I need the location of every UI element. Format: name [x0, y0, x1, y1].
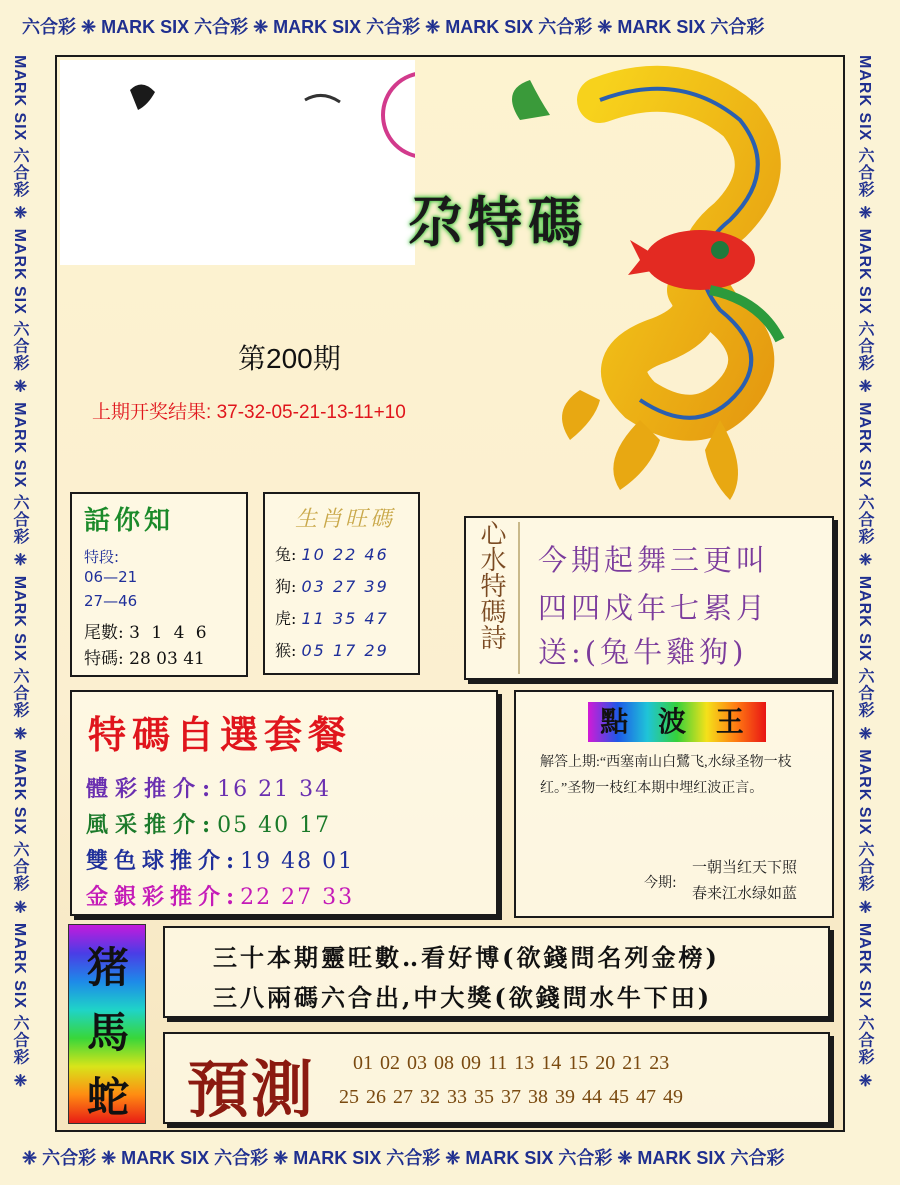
- zi-xuan-row: 體彩推介:16 21 34: [86, 776, 332, 802]
- issue-number: 第200期: [238, 343, 341, 374]
- dian-bo-today-line-1: 一朝当红天下照: [692, 860, 798, 876]
- hua-ni-zhi-box: [70, 492, 248, 677]
- te-ma-value: 28 03 41: [129, 649, 205, 669]
- right-border-band: [845, 55, 900, 1132]
- last-result-value: 37-32-05-21-13-11+10: [216, 402, 406, 423]
- te-duan-range-1: 06—21: [84, 568, 138, 586]
- hua-ni-zhi-title: 話你知: [84, 506, 175, 536]
- animal-3: 蛇: [86, 1073, 129, 1122]
- dian-bo-box: [514, 690, 834, 918]
- poem-divider: [518, 522, 520, 674]
- poem-line-3: 送:(兔牛雞狗): [538, 635, 748, 669]
- last-result-label: 上期开奖结果:: [92, 402, 212, 423]
- slogan-line-1: 三十本期靈旺數‥看好博(欲錢問名列金榜): [213, 943, 720, 972]
- te-ma-label: 特碼:: [84, 649, 124, 669]
- bottom-border-text: ❈ 六合彩 ❈ MARK SIX 六合彩 ❈ MARK SIX 六合彩 ❈ MARK SIX 六合彩 ❈ MARK SIX 六合彩: [22, 1148, 785, 1168]
- forecast-label: 預測: [187, 1053, 316, 1126]
- poem-box: [464, 516, 834, 680]
- forecast-row-1: 01 02 03 08 09 11 13 14 15 20 21 23: [353, 1052, 670, 1074]
- top-border-text: 六合彩 ❈ MARK SIX 六合彩 ❈ MARK SIX 六合彩 ❈ MARK SIX 六合彩 ❈ MARK SIX 六合彩: [22, 17, 765, 37]
- slogan-line-2: 三八兩碼六合出,中大獎(欲錢問水牛下田): [213, 983, 713, 1012]
- sheng-xiao-row: 兔: 10 22 46: [275, 545, 389, 564]
- sheng-xiao-row: 虎: 11 35 47: [275, 609, 389, 628]
- dian-bo-today-line-2: 春来江水绿如蓝: [692, 886, 798, 902]
- te-ma: [84, 644, 205, 669]
- zi-xuan-box: [70, 690, 498, 916]
- te-duan-range-2: 27—46: [84, 592, 138, 610]
- wei-shu-value: 3 1 4 6: [129, 623, 210, 643]
- dian-bo-title: 點 波 王: [600, 705, 754, 738]
- zi-xuan-row: 雙色球推介:19 48 01: [86, 848, 355, 874]
- logo-area: [60, 60, 415, 265]
- left-border-band: [0, 55, 55, 1132]
- last-result: [92, 397, 406, 424]
- animal-1: 猪: [86, 943, 129, 992]
- sheng-xiao-title: 生肖旺碼: [295, 507, 396, 532]
- animal-2: 馬: [86, 1008, 129, 1057]
- wei-shu: [84, 618, 210, 643]
- page-title: 尕特碼: [408, 190, 588, 254]
- te-duan-label: 特段:: [84, 548, 120, 566]
- zi-xuan-title: 特碼自選套餐: [88, 712, 353, 757]
- zi-xuan-row: 風采推介:05 40 17: [86, 812, 332, 838]
- left-border-text: MARK SIX 六合彩 ❈ MARK SIX 六合彩 ❈ MARK SIX 六合彩 ❈ MARK SIX 六合彩 ❈ MARK SIX 六合彩 ❈ MARK SIX 六合彩 ❈: [11, 55, 28, 1091]
- poem-line-2: 四四戍年七累月: [538, 591, 770, 625]
- poem-line-1: 今期起舞三更叫: [538, 543, 770, 577]
- logo-fragment-icon: [60, 60, 415, 265]
- zi-xuan-row: 金銀彩推介:22 27 33: [86, 884, 355, 910]
- dian-bo-today-label: 今期:: [644, 875, 677, 891]
- forecast-row-2: 25 26 27 32 33 35 37 38 39 44 45 47 49: [339, 1086, 683, 1108]
- animals-column: [68, 924, 146, 1124]
- top-border-band: [0, 0, 900, 55]
- forecast-box: [163, 1032, 830, 1124]
- bottom-border-band: [0, 1132, 900, 1185]
- poem-side-label: 心水特碼詩: [476, 520, 506, 650]
- sheng-xiao-box: [263, 492, 420, 675]
- wei-shu-label: 尾數:: [84, 623, 124, 643]
- dian-bo-answer: 解答上期:“西塞南山白鷺飞,水绿圣物一枝红。”圣物一枝红本期中埋红波正言。: [540, 755, 792, 796]
- dragon-icon: [480, 60, 840, 510]
- sheng-xiao-row: 狗: 03 27 39: [275, 577, 389, 596]
- dian-bo-title-bar: [588, 702, 766, 742]
- sheng-xiao-row: 猴: 05 17 29: [275, 641, 389, 660]
- sheng-xiao-list: [275, 542, 415, 670]
- slogan-box: [163, 926, 830, 1018]
- right-border-text: MARK SIX 六合彩 ❈ MARK SIX 六合彩 ❈ MARK SIX 六合彩 ❈ MARK SIX 六合彩 ❈ MARK SIX 六合彩 ❈ MARK SIX 六合彩 ❈: [856, 55, 873, 1091]
